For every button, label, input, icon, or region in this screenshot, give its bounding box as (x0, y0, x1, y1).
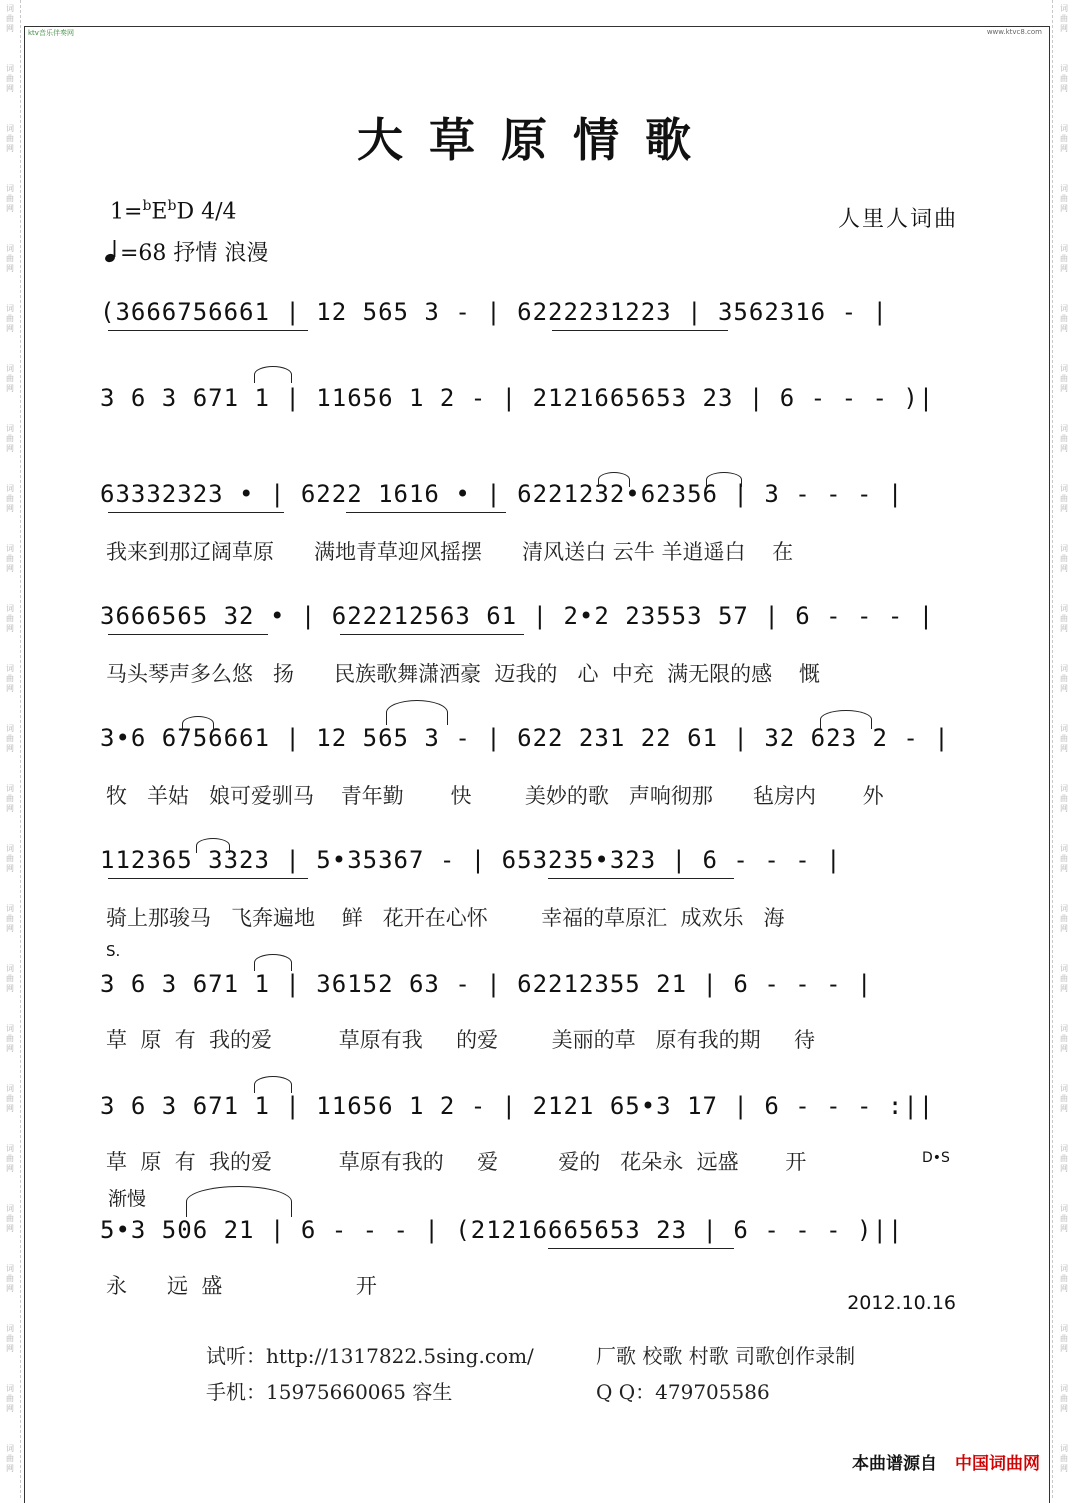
score-line-9: 5•3 506 21 | 6 - - - | (21216665653 23 | 6 - - - )|| (100, 1216, 904, 1244)
score-line-7: 3 6 3 671 1 | 36152 63 - | 62212355 21 | 6 - - - | (100, 970, 873, 998)
score-line-2: 3 6 3 671 1 | 11656 1 2 - | 2121665653 23 | 6 - - - )| (100, 384, 935, 412)
slur-arc (182, 716, 214, 731)
ds-mark: D•S (922, 1150, 950, 1166)
side-watermark-text: 词 曲 网 (1060, 1264, 1068, 1293)
beam-underline (340, 634, 524, 635)
side-watermark-text: 词 曲 网 (1060, 124, 1068, 153)
score-line-6: 112365 3323 | 5•35367 - | 653235•323 | 6 - - - | (100, 846, 842, 874)
beam-underline (108, 330, 308, 331)
side-watermark-text: 词 曲 网 (1060, 304, 1068, 333)
score-line-8: 3 6 3 671 1 | 11656 1 2 - | 2121 65•3 17 | 6 - - - :|| (100, 1092, 935, 1120)
side-watermark-text: 词 曲 网 (6, 784, 14, 813)
beam-underline (552, 330, 728, 331)
side-watermark-text: 词 曲 网 (6, 1024, 14, 1053)
side-watermark-text: 词 曲 网 (1060, 844, 1068, 873)
score-line-4: 3666565 32 • | 622212563 61 | 2•2 23553 57 | 6 - - - | (100, 602, 935, 630)
beam-underline (108, 512, 284, 513)
side-watermark-text: 词 曲 网 (1060, 1324, 1068, 1353)
lyric-line-6: 草 原 有 我的爱 草原有我的 爱 爱的 花朵永 远盛 开 (106, 1150, 807, 1174)
lyric-line-7: 永 远 盛 开 (106, 1274, 377, 1298)
right-cut-line (1052, 0, 1053, 1498)
beam-underline (548, 878, 734, 879)
right-watermark-strip (1054, 0, 1074, 1498)
lyric-line-5: 草 原 有 我的爱 草原有我 的爱 美丽的草 原有我的期 待 (106, 1028, 815, 1052)
side-watermark-text: 词 曲 网 (6, 964, 14, 993)
side-watermark-text: 词 曲 网 (1060, 4, 1068, 33)
side-watermark-text: 词 曲 网 (1060, 1384, 1068, 1413)
side-watermark-text: 词 曲 网 (6, 1444, 14, 1473)
side-watermark-text: 词 曲 网 (6, 4, 14, 33)
side-watermark-text: 词 曲 网 (6, 664, 14, 693)
side-watermark-text: 词 曲 网 (1060, 1024, 1068, 1053)
side-watermark-text: 词 曲 网 (6, 124, 14, 153)
side-watermark-text: 词 曲 网 (1060, 484, 1068, 513)
slur-arc (820, 710, 872, 729)
qq-text: Q Q：479705586 (596, 1380, 770, 1404)
date-stamp: 2012.10.16 (847, 1292, 956, 1314)
side-watermark-text: 词 曲 网 (6, 724, 14, 753)
side-watermark-text: 词 曲 网 (1060, 64, 1068, 93)
side-watermark-text: 词 曲 网 (1060, 964, 1068, 993)
ritardando-mark: 渐慢 (108, 1188, 147, 1210)
side-watermark-text: 词 曲 网 (1060, 544, 1068, 573)
source-site-link[interactable]: 中国词曲网 (955, 1454, 1040, 1474)
beam-underline (346, 512, 506, 513)
slur-arc (706, 472, 742, 487)
lyric-line-2: 马头琴声多么悠 扬 民族歌舞潇洒豪 迈我的 心 中充 满无限的感 慨 (106, 662, 820, 686)
slur-arc (254, 366, 292, 383)
composer-credit: 人里人词曲 (837, 207, 958, 232)
left-cut-line (20, 0, 21, 1498)
side-watermark-text: 词 曲 网 (6, 1384, 14, 1413)
side-watermark-text: 词 曲 网 (1060, 1204, 1068, 1233)
slur-arc (254, 954, 292, 971)
side-watermark-text: 词 曲 网 (1060, 1144, 1068, 1173)
side-watermark-text: 词 曲 网 (6, 1084, 14, 1113)
side-watermark-text: 词 曲 网 (1060, 724, 1068, 753)
beam-underline (108, 634, 268, 635)
side-watermark-text: 词 曲 网 (6, 1324, 14, 1353)
side-watermark-text: 词 曲 网 (6, 304, 14, 333)
side-watermark-text: 词 曲 网 (1060, 1444, 1068, 1473)
side-watermark-text: 词 曲 网 (1060, 244, 1068, 273)
top-right-watermark: www.ktvc8.com (986, 28, 1042, 36)
score-line-5: 3•6 6756661 | 12 565 3 - | 622 231 22 61 | 32 623 2 - | (100, 724, 950, 752)
side-watermark-text: 词 曲 网 (1060, 1084, 1068, 1113)
lyric-line-3: 牧 羊姑 娘可爱驯马 青年勤 快 美妙的歌 声响彻那 毡房内 外 (106, 784, 884, 808)
segno-mark: S. (106, 942, 121, 960)
lyric-line-1: 我来到那辽阔草原 满地青草迎风摇摆 清风送白 云牛 羊逍遥白 在 (106, 540, 794, 564)
tempo-marking: =68 抒情 浪漫 (104, 236, 268, 267)
beam-underline (548, 1248, 734, 1249)
side-watermark-text: 词 曲 网 (1060, 784, 1068, 813)
slur-arc (254, 1076, 292, 1093)
side-watermark-text: 词 曲 网 (6, 604, 14, 633)
phone-text: 手机：15975660065 容生 (206, 1380, 453, 1404)
side-watermark-text: 词 曲 网 (6, 904, 14, 933)
side-watermark-text: 词 曲 网 (1060, 424, 1068, 453)
side-watermark-text: 词 曲 网 (6, 424, 14, 453)
side-watermark-text: 词 曲 网 (6, 244, 14, 273)
beam-underline (108, 878, 308, 879)
lyric-line-4: 骑上那骏马 飞奔遍地 鲜 花开在心怀 幸福的草原汇 成欢乐 海 (106, 906, 785, 930)
score-line-3: 63332323 • | 6222 1616 • | 6221232•62356 | 3 - - - | (100, 480, 904, 508)
side-watermark-text: 词 曲 网 (6, 544, 14, 573)
source-credit: 本曲谱源自 中国词曲网 (852, 1454, 1040, 1474)
side-watermark-text: 词 曲 网 (1060, 664, 1068, 693)
side-watermark-text: 词 曲 网 (1060, 184, 1068, 213)
key-signature: $1=^bE^bD$ 4/4 (110, 198, 237, 225)
slur-arc (598, 472, 630, 487)
service-text: 厂歌 校歌 村歌 司歌创作录制 (596, 1344, 856, 1368)
slur-arc (186, 1186, 292, 1217)
quarter-note-icon (104, 239, 120, 263)
slur-arc (196, 838, 230, 853)
song-title: 大草原情歌 (357, 113, 717, 167)
side-watermark-text: 词 曲 网 (1060, 604, 1068, 633)
side-watermark-text: 词 曲 网 (6, 1144, 14, 1173)
slur-arc (386, 700, 448, 725)
side-watermark-text: 词 曲 网 (6, 1204, 14, 1233)
side-watermark-text: 词 曲 网 (6, 484, 14, 513)
side-watermark-text: 词 曲 网 (6, 184, 14, 213)
score-line-1: (3666756661 | 12 565 3 - | 6222231223 | 3562316 - | (100, 298, 888, 326)
side-watermark-text: 词 曲 网 (6, 844, 14, 873)
side-watermark-text: 词 曲 网 (1060, 904, 1068, 933)
top-left-watermark: ktv音乐伴奏网 (28, 29, 74, 37)
side-watermark-text: 词 曲 网 (6, 64, 14, 93)
listen-link: 试听：http://1317822.5sing.com/ (206, 1344, 534, 1368)
side-watermark-text: 词 曲 网 (1060, 364, 1068, 393)
side-watermark-text: 词 曲 网 (6, 364, 14, 393)
left-watermark-strip (0, 0, 20, 1498)
side-watermark-text: 词 曲 网 (6, 1264, 14, 1293)
